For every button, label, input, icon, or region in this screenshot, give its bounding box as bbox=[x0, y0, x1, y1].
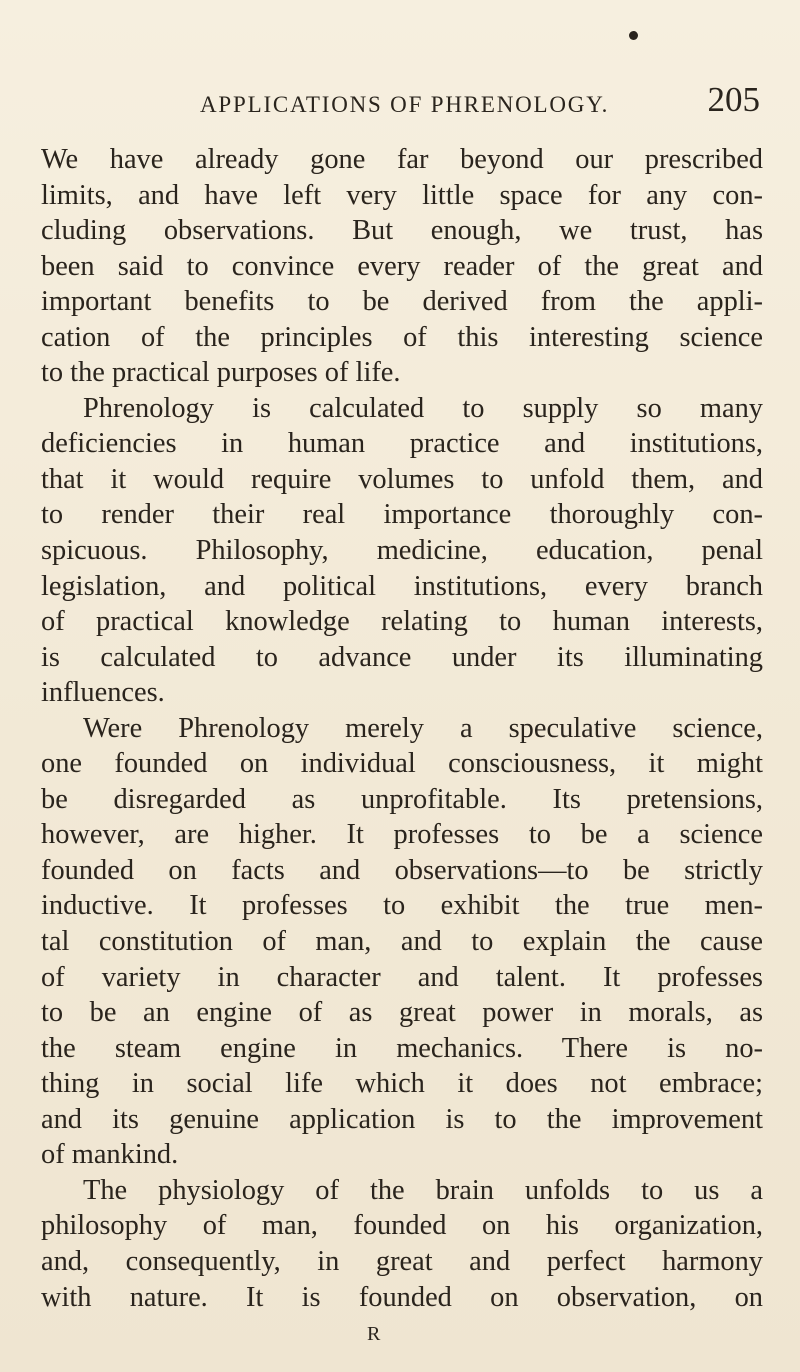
body-text bbox=[41, 142, 763, 1315]
text-line: influences. bbox=[41, 677, 165, 709]
text-line: and its genuine application is to the improvement bbox=[41, 1103, 763, 1135]
text-line: inductive. It professes to exhibit the true men- bbox=[41, 890, 763, 922]
page-header bbox=[200, 82, 760, 126]
text-line: of variety in character and talent. It professes bbox=[41, 961, 763, 993]
text-line: with nature. It is founded on observation, on bbox=[41, 1281, 763, 1313]
text-line: of mankind. bbox=[41, 1139, 179, 1171]
text-line: one founded on individual consciousness, it might bbox=[41, 748, 763, 780]
text-line: cation of the principles of this interesting science bbox=[41, 321, 763, 353]
text-line: to be an engine of as great power in morals, as bbox=[41, 997, 763, 1029]
text-line: to render their real importance thoroughly con- bbox=[41, 499, 763, 531]
text-line: important benefits to be derived from the appli- bbox=[41, 286, 763, 318]
ink-spot bbox=[629, 31, 638, 40]
text-line: cluding observations. But enough, we trust, has bbox=[41, 215, 763, 247]
text-line: The physiology of the brain unfolds to us a bbox=[83, 1174, 763, 1206]
text-line: of practical knowledge relating to human interests, bbox=[41, 606, 763, 638]
text-line: to the practical purposes of life. bbox=[41, 357, 401, 389]
text-line: is calculated to advance under its illuminating bbox=[41, 641, 763, 673]
signature-mark: R bbox=[367, 1323, 381, 1345]
text-line: We have already gone far beyond our prescribed bbox=[41, 144, 763, 175]
text-line: legislation, and political institutions, every branch bbox=[41, 570, 763, 602]
text-line: thing in social life which it does not embrace; bbox=[41, 1068, 763, 1100]
text-line: limits, and have left very little space for any con- bbox=[41, 179, 763, 211]
text-line: been said to convince every reader of the great and bbox=[41, 250, 763, 282]
text-line: tal constitution of man, and to explain the cause bbox=[41, 926, 763, 958]
text-line: the steam engine in mechanics. There is no- bbox=[41, 1032, 763, 1064]
text-line: however, are higher. It professes to be a science bbox=[41, 819, 763, 851]
text-line: Were Phrenology merely a speculative science, bbox=[83, 712, 763, 744]
page-number: 205 bbox=[707, 80, 760, 119]
text-line: deficiencies in human practice and institutions, bbox=[41, 428, 763, 460]
text-line: be disregarded as unprofitable. Its pretensions, bbox=[41, 783, 763, 815]
text-line: spicuous. Philosophy, medicine, education, penal bbox=[41, 535, 763, 567]
text-line: and, consequently, in great and perfect harmony bbox=[41, 1245, 763, 1277]
text-line: founded on facts and observations—to be strictly bbox=[41, 854, 763, 886]
running-title: APPLICATIONS OF PHRENOLOGY. bbox=[200, 92, 610, 117]
text-line: that it would require volumes to unfold them, and bbox=[41, 463, 763, 495]
text-line: Phrenology is calculated to supply so many bbox=[83, 392, 763, 424]
text-line: philosophy of man, founded on his organization, bbox=[41, 1210, 763, 1242]
